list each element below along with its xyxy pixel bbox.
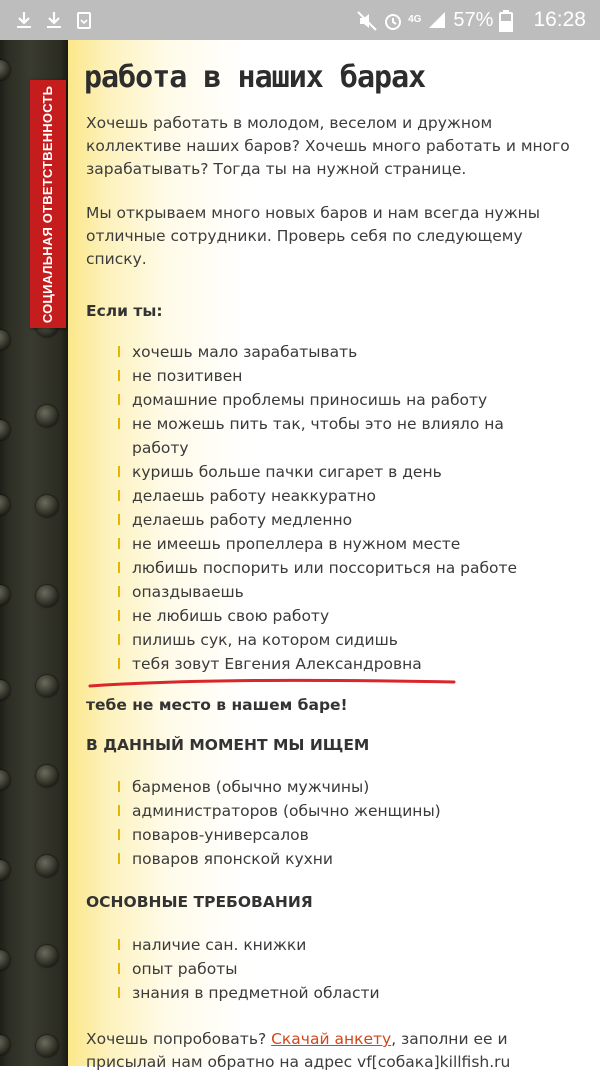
main-content xyxy=(68,40,600,1071)
mute-icon xyxy=(356,10,376,30)
cta-text: , заполни ее и xyxy=(391,1030,508,1048)
rivet-icon xyxy=(0,860,10,880)
list-item: поваров-универсалов xyxy=(118,823,441,847)
recycle-icon xyxy=(74,10,94,30)
page-title: работа в наших барах xyxy=(84,60,426,95)
clock: 16:28 xyxy=(533,8,586,31)
cta-paragraph xyxy=(86,1028,596,1074)
rivet-icon xyxy=(36,675,58,697)
list-item: домашние проблемы приносишь на работу xyxy=(118,388,522,412)
rivet-icon xyxy=(36,405,58,427)
rivet-icon xyxy=(36,765,58,787)
list-item: не позитивен xyxy=(118,364,522,388)
rivet-icon xyxy=(0,950,10,970)
status-bar xyxy=(0,0,600,40)
download-icon xyxy=(14,10,34,30)
rivet-icon xyxy=(0,495,10,515)
list-item: делаешь работу медленно xyxy=(118,508,522,532)
list-item: опаздываешь xyxy=(118,580,522,604)
list-item: не имеешь пропеллера в нужном месте xyxy=(118,532,522,556)
rivet-icon xyxy=(0,60,10,80)
intro-paragraph-2: Мы открываем много новых баров и нам всегда нужны отличные сотрудники. Проверь себя по следующему списку. xyxy=(86,204,541,268)
list-item: любишь поспорить или поссориться на работе xyxy=(118,556,522,580)
alarm-icon xyxy=(382,10,402,30)
list-item: знания в предметной области xyxy=(118,981,380,1005)
social-responsibility-tab[interactable] xyxy=(30,80,66,328)
battery-percent: 57% xyxy=(453,8,494,31)
requirements-heading: ОСНОВНЫЕ ТРЕБОВАНИЯ xyxy=(86,893,313,911)
rivet-icon xyxy=(0,585,10,605)
list-item: тебя зовут Евгения Александровна xyxy=(118,652,522,676)
looking-list xyxy=(118,775,441,871)
signal-icon xyxy=(427,10,447,30)
network-type: 4G xyxy=(408,14,422,25)
if-you-heading: Если ты: xyxy=(86,302,163,320)
list-item: делаешь работу неаккуратно xyxy=(118,484,522,508)
not-place-text: тебе не место в нашем баре! xyxy=(86,696,348,714)
rivet-icon xyxy=(36,945,58,967)
tab-label: СОЦИАЛЬНАЯ ОТВЕТСТВЕННОСТЬ xyxy=(40,85,56,323)
cta-text: Хочешь попробовать? xyxy=(86,1030,272,1048)
download-icon xyxy=(44,10,64,30)
list-item: пилишь сук, на котором сидишь xyxy=(118,628,522,652)
requirements-list xyxy=(118,933,380,1005)
if-you-list xyxy=(118,340,522,676)
rivet-icon xyxy=(36,1035,58,1057)
list-item: не можешь пить так, чтобы это не влияло на работу xyxy=(118,412,522,460)
handdrawn-underline xyxy=(88,676,458,692)
list-item: хочешь мало зарабатывать xyxy=(118,340,522,364)
download-form-link[interactable]: Скачай анкету xyxy=(271,1030,392,1048)
list-item: администраторов (обычно женщины) xyxy=(118,799,441,823)
looking-heading: В ДАННЫЙ МОМЕНТ МЫ ИЩЕМ xyxy=(86,736,370,754)
battery-icon xyxy=(499,10,519,30)
list-item: не любишь свою работу xyxy=(118,604,522,628)
rivet-icon xyxy=(0,680,10,700)
rivet-icon xyxy=(0,330,10,350)
intro-paragraph: Хочешь работать в молодом, веселом и дружном коллективе наших баров? Хочешь много работать и много зарабатывать? Тогда ты на нужной странице. xyxy=(86,114,570,178)
cta-text: присылай нам обратно на адрес vf[собака]killfish.ru xyxy=(86,1053,511,1071)
list-item: наличие сан. книжки xyxy=(118,933,380,957)
list-item: барменов (обычно мужчины) xyxy=(118,775,441,799)
rivet-icon xyxy=(0,770,10,790)
rivet-icon xyxy=(36,855,58,877)
list-item: куришь больше пачки сигарет в день xyxy=(118,460,522,484)
rivet-icon xyxy=(36,495,58,517)
decorative-rail xyxy=(0,40,68,1066)
rivet-icon xyxy=(0,420,10,440)
rivet-icon xyxy=(36,585,58,607)
list-item: поваров японской кухни xyxy=(118,847,441,871)
list-item: опыт работы xyxy=(118,957,380,981)
rivet-icon xyxy=(0,1035,10,1055)
